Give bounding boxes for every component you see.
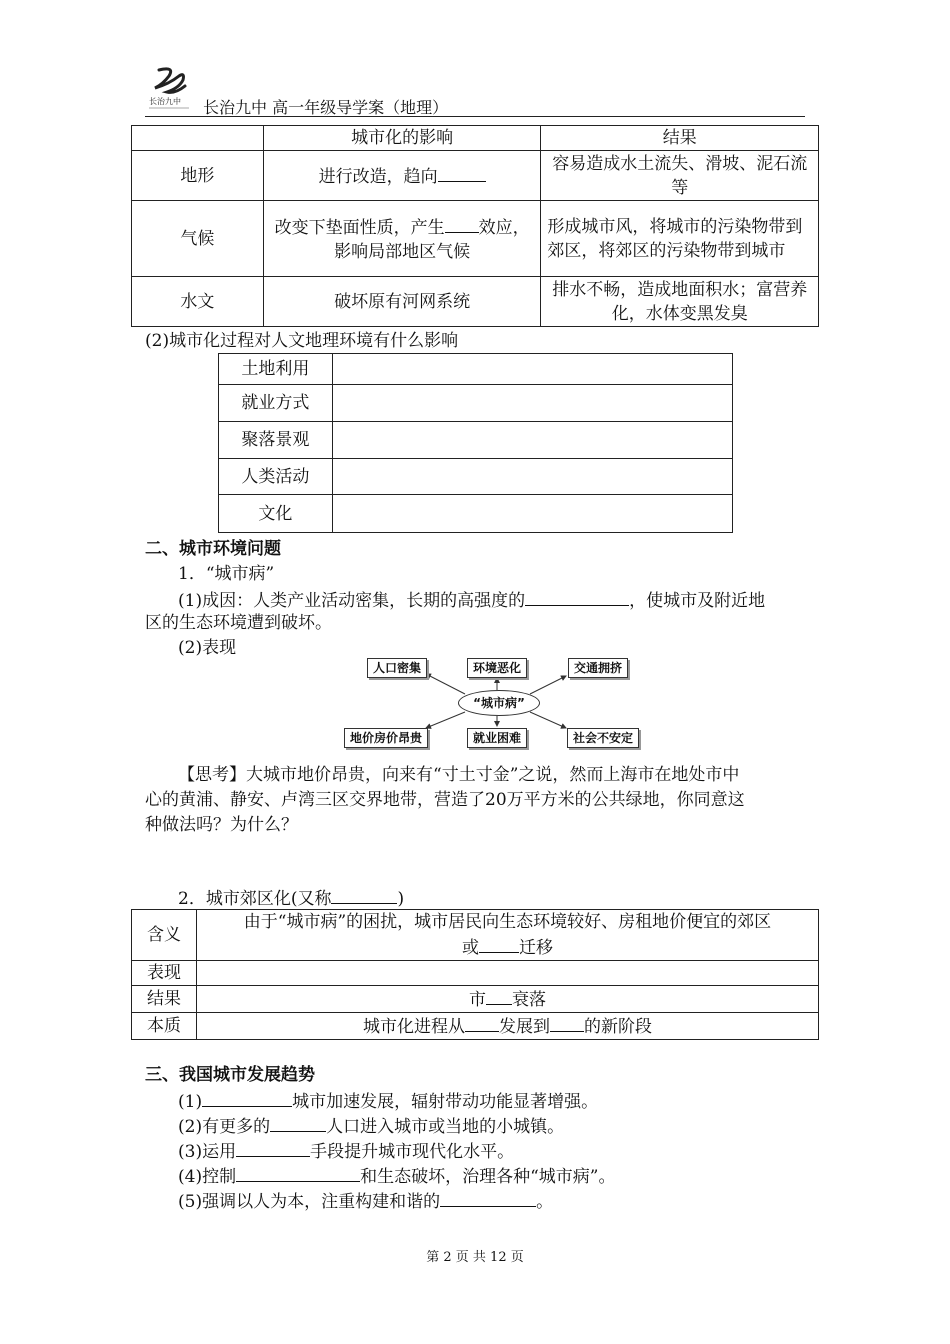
mindmap-node: 人口密集: [367, 658, 427, 678]
logo-text: 长治九中: [149, 97, 181, 106]
fill-blank[interactable]: [236, 1163, 360, 1182]
table-cell: 容易造成水土流失、滑坡、泥石流等: [541, 151, 819, 201]
table-cell: 破坏原有河网系统: [263, 277, 541, 327]
fill-blank[interactable]: [465, 1013, 499, 1032]
answer-cell[interactable]: [332, 385, 732, 422]
table-cell: 形成城市风，将城市的污染物带到郊区，将郊区的污染物带到城市: [541, 201, 819, 277]
show-title: (2)表现: [178, 638, 237, 658]
row-label: 本质: [132, 1013, 197, 1040]
table-cell: 排水不畅，造成地面积水；富营养化，水体变黑发臭: [541, 277, 819, 327]
row-label: 土地利用: [219, 354, 333, 385]
think-line-2: 心的黄浦、静安、卢湾三区交界地带，营造了20万平方米的公共绿地，你同意这: [145, 790, 745, 810]
row-label: 地形: [132, 151, 264, 201]
urbanization-natural-impact-table: [131, 125, 819, 327]
answer-cell[interactable]: [196, 961, 818, 986]
mindmap-node: 就业困难: [467, 728, 527, 748]
fill-blank[interactable]: [479, 934, 519, 953]
row-label: 文化: [219, 495, 333, 533]
table-cell: 市 衰落: [196, 986, 818, 1013]
human-geography-impact-table: [218, 353, 733, 533]
trend-line-5: (5)强调以人为本，注重构建和谐的 。: [178, 1188, 553, 1214]
page-header-title: 长治九中 高一年级导学案（地理）: [203, 98, 449, 117]
fill-blank[interactable]: [270, 1113, 326, 1132]
row-label: 含义: [132, 910, 197, 961]
cause-line-1: (1)成因：人类产业活动密集，长期的高强度的 ，使城市及附近地: [178, 587, 765, 613]
fill-blank[interactable]: [440, 1188, 536, 1207]
row-label: 水文: [132, 277, 264, 327]
table-cell: 进行改造，趋向: [263, 151, 541, 201]
table-cell: 改变下垫面性质，产生 效应，影响局部地区气候: [263, 201, 541, 277]
city-disease-mindmap: [340, 650, 660, 755]
answer-cell[interactable]: [332, 354, 732, 385]
fill-blank[interactable]: [486, 986, 512, 1005]
fill-blank[interactable]: [438, 163, 486, 182]
trend-line-1: (1) 城市加速发展，辐射带动功能显著增强。: [178, 1088, 598, 1114]
answer-cell[interactable]: [332, 495, 732, 533]
answer-cell[interactable]: [332, 459, 732, 495]
fill-blank[interactable]: [331, 885, 397, 904]
row-label: 表现: [132, 961, 197, 986]
trend-line-4: (4)控制 和生态破坏，治理各种“城市病”。: [178, 1163, 615, 1189]
row-label: 人类活动: [219, 459, 333, 495]
fill-blank[interactable]: [445, 214, 479, 233]
question-2: (2)城市化过程对人文地理环境有什么影响: [145, 331, 459, 351]
school-logo: [145, 66, 200, 112]
cause-line-2: 区的生态环境遭到破坏。: [145, 613, 332, 633]
fill-blank[interactable]: [550, 1013, 584, 1032]
mindmap-node: 交通拥挤: [568, 658, 628, 678]
item-1-title: 1．“城市病”: [178, 564, 275, 584]
table-header-cell: 结果: [541, 126, 819, 151]
table-header-cell: [132, 126, 264, 151]
mindmap-node: 地价房价昂贵: [344, 728, 428, 748]
think-line-1: 【思考】大城市地价昂贵，向来有“寸土寸金”之说，然而上海市在地处市中: [178, 765, 740, 785]
section-2-title: 二、城市环境问题: [145, 539, 281, 559]
row-label: 气候: [132, 201, 264, 277]
mindmap-node: 环境恶化: [467, 658, 527, 678]
trend-line-3: (3)运用 手段提升城市现代化水平。: [178, 1138, 514, 1164]
row-label: 聚落景观: [219, 422, 333, 459]
trend-line-2: (2)有更多的 人口进入城市或当地的小城镇。: [178, 1113, 564, 1139]
table-header-cell: 城市化的影响: [263, 126, 541, 151]
header-divider: [145, 116, 805, 117]
fill-blank[interactable]: [202, 1088, 292, 1107]
page-footer: 第 2 页 共 12 页: [426, 1250, 524, 1265]
fill-blank[interactable]: [525, 587, 629, 606]
answer-cell[interactable]: [332, 422, 732, 459]
suburbanization-table: [131, 909, 819, 1040]
row-label: 结果: [132, 986, 197, 1013]
mindmap-center: “城市病”: [458, 690, 540, 716]
fill-blank[interactable]: [236, 1138, 310, 1157]
item-2-title: 2．城市郊区化(又称 ): [178, 885, 404, 911]
section-3-title: 三、我国城市发展趋势: [145, 1065, 315, 1085]
table-cell: 城市化进程从 发展到 的新阶段: [196, 1013, 818, 1040]
mindmap-node: 社会不安定: [567, 728, 639, 748]
table-cell: 由于“城市病”的困扰，城市居民向生态环境较好、房租地价便宜的郊区 或 迁移: [196, 910, 818, 961]
think-line-3: 种做法吗？为什么？: [145, 815, 298, 835]
row-label: 就业方式: [219, 385, 333, 422]
